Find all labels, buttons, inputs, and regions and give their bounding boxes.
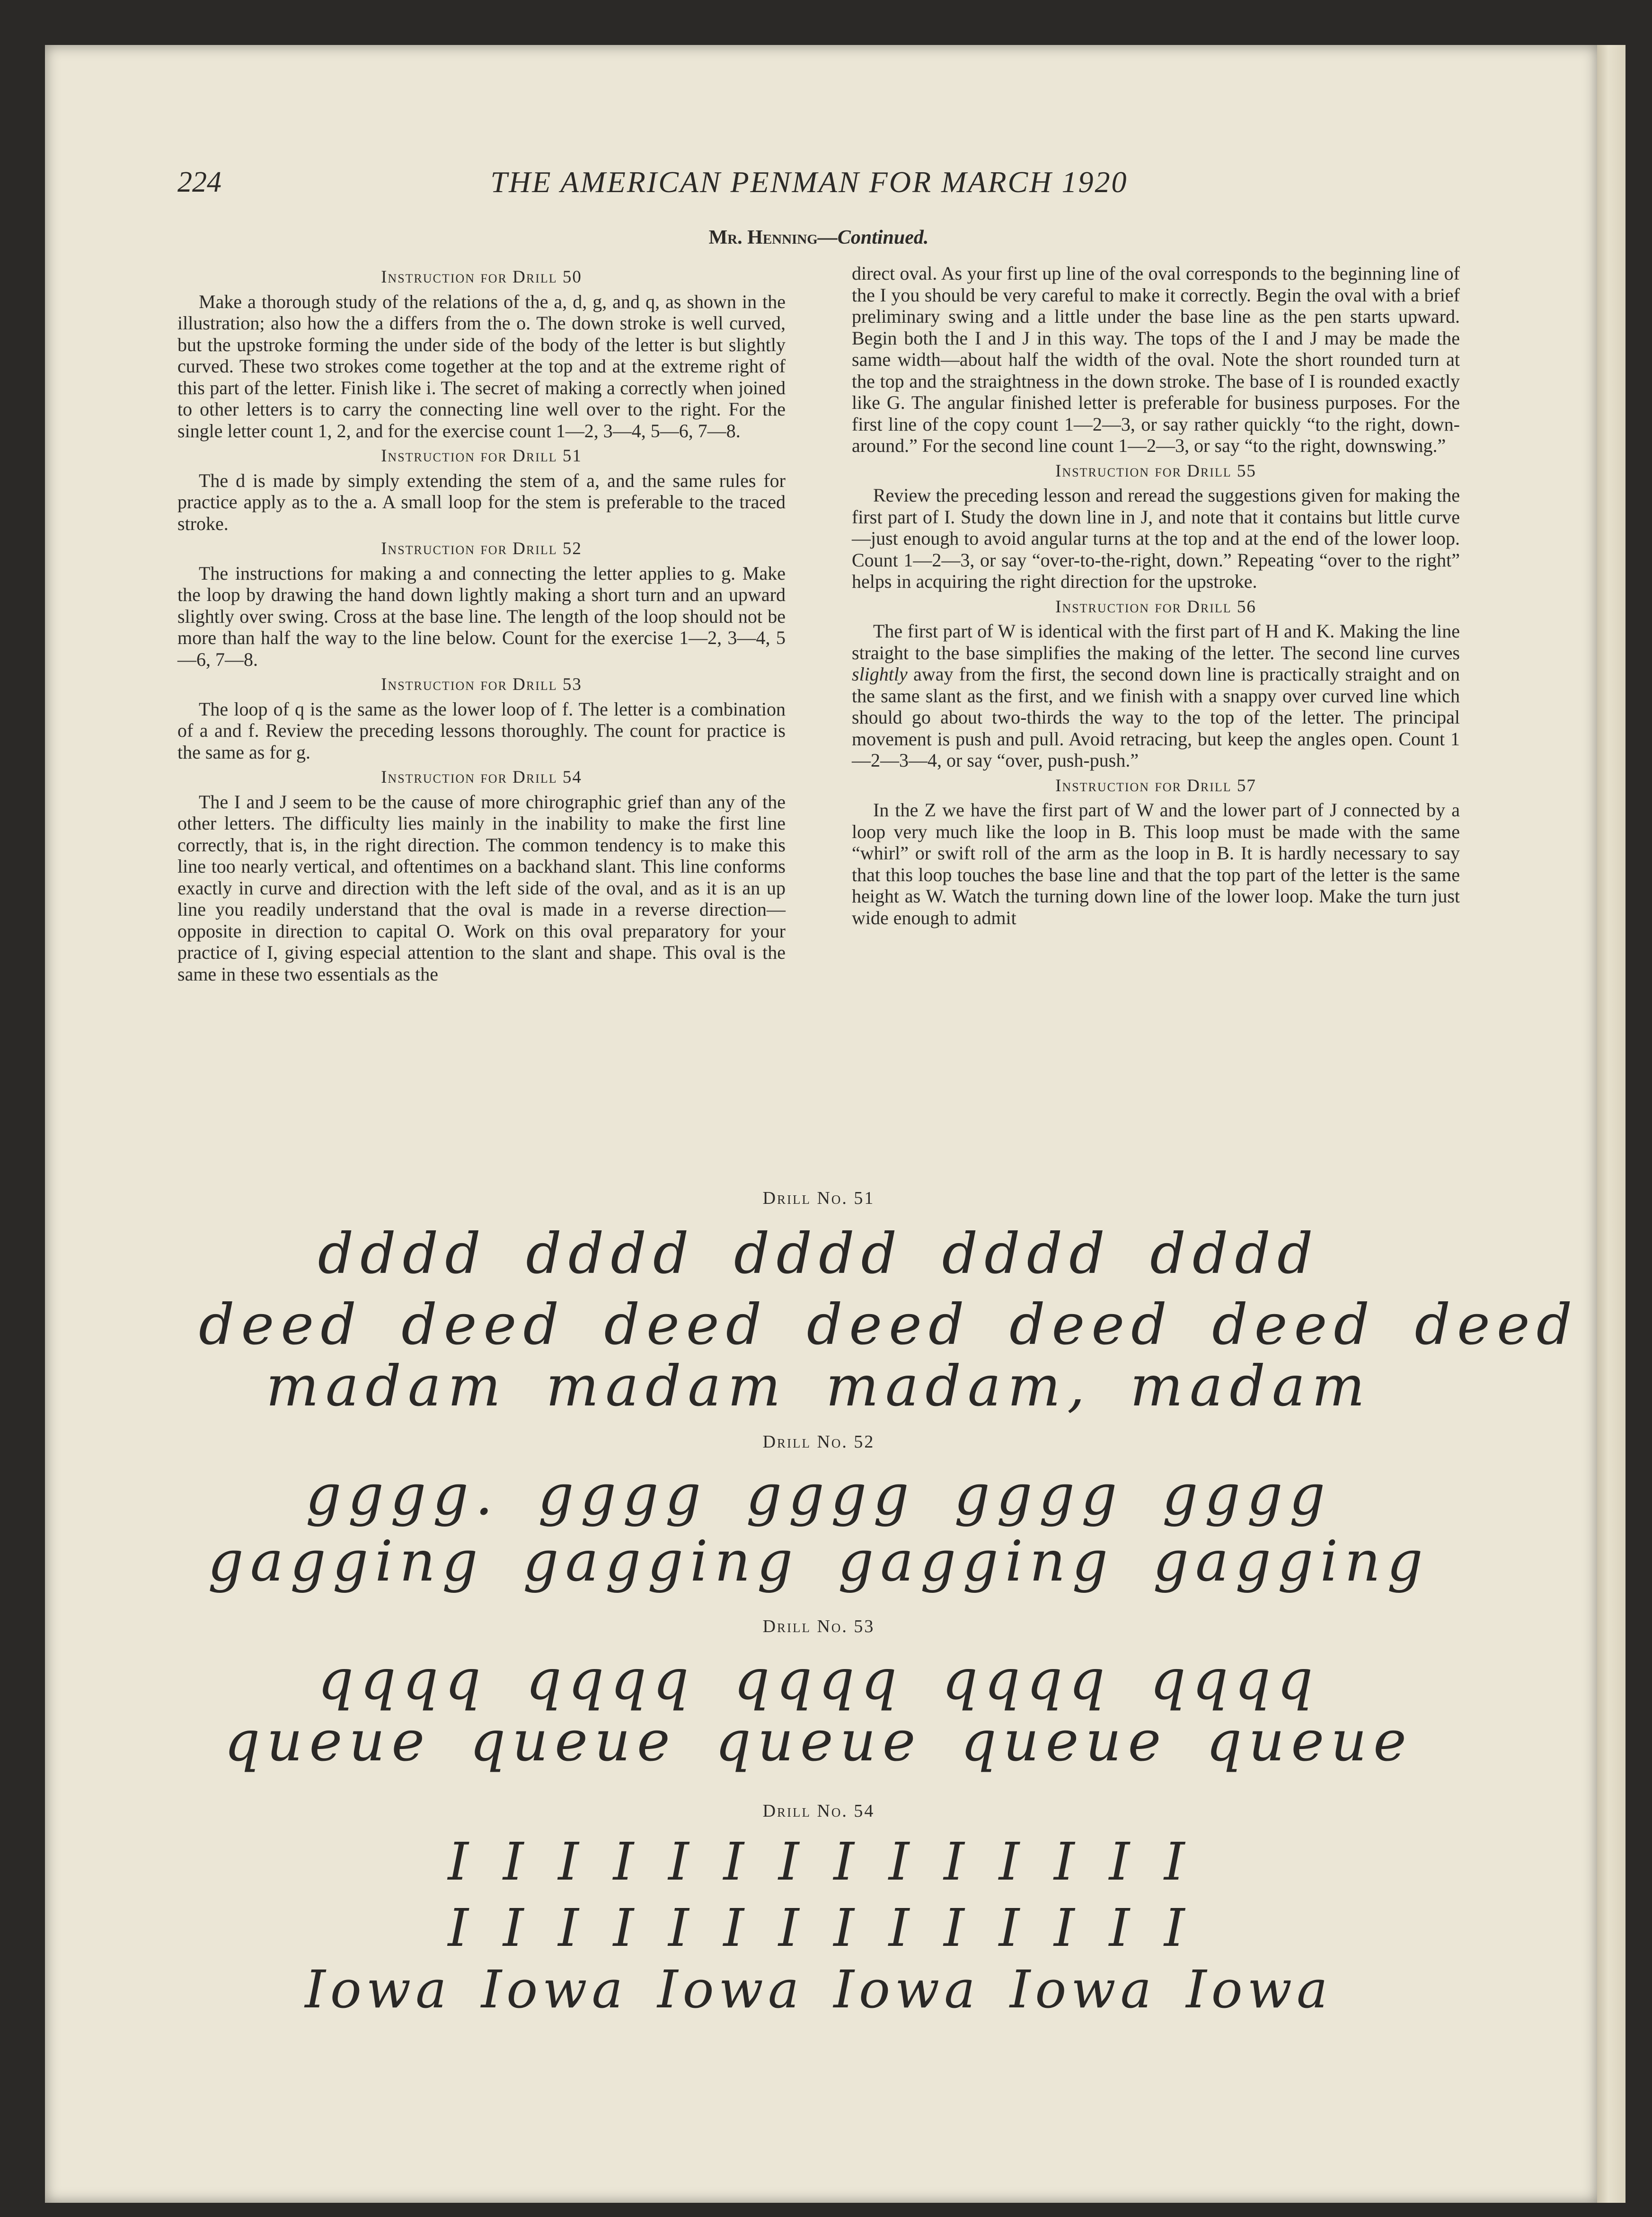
paragraph-drill-52: The instructions for making a and connecting the letter applies to g. Make the loop by drawing the hand down lightly making a short turn and an upward slightly over swing. Cross at the base line. The length of the loop should not be more than half the way to the line below. Count for the exercise 1—2, 3—4, 5—6, 7—8. xyxy=(177,562,786,670)
drill-51-line-3: madam madam madam, madam xyxy=(265,1353,1372,1419)
paragraph-drill-50: Make a thorough study of the relations of the a, d, g, and q, as shown in the illustration; also how the a differs from the o. The down stroke is well curved, but the upstroke forming the under side of the body of the letter is but slightly curved. These two strokes come together at the top and at the extreme right of this part of the letter. Finish like i. The secret of making a correctly when joined to other letters is to carry the connecting line well over to the right. For the single letter count 1, 2, and for the exercise count 1—2, 3—4, 5—6, 7—8. xyxy=(177,291,786,442)
heading-drill-53: Instruction for Drill 53 xyxy=(381,675,582,694)
page-number: 224 xyxy=(177,166,221,198)
emphasis-slightly: slightly xyxy=(852,663,908,685)
running-title: THE AMERICAN PENMAN FOR MARCH 1920 xyxy=(490,165,1128,199)
drill-53-line-1: qqqq qqqq qqqq qqqq qqqq xyxy=(318,1647,1320,1712)
drill-52-line-1: gggg. gggg gggg gggg gggg xyxy=(305,1462,1332,1528)
drill-52-line-2: gagging gagging gagging gagging xyxy=(208,1528,1430,1594)
drill-54-line-1: I I I I I I I I I I I I I I xyxy=(448,1831,1190,1892)
drill-54-line-2: I I I I I I I I I I I I I I xyxy=(448,1898,1190,1958)
heading-drill-57: Instruction for Drill 57 xyxy=(1055,776,1256,795)
heading-drill-56: Instruction for Drill 56 xyxy=(1055,597,1256,617)
heading-drill-51: Instruction for Drill 51 xyxy=(381,446,582,466)
paragraph-drill-56-end: away from the first, the second down line is practically straight and on the same slant as the first, and we finish with a snappy over curved line which should go about two-thirds the way to the top of the letter. The principal movement is push and pull. Avoid retracing, but keep the angles open. Count 1—2—3—4, or say “over, push-push.” xyxy=(852,663,1460,771)
heading-drill-54: Instruction for Drill 54 xyxy=(381,768,582,787)
heading-drill-55: Instruction for Drill 55 xyxy=(1055,461,1256,481)
section-name: Mr. Henning xyxy=(708,227,818,248)
drill-53-label: Drill No. 53 xyxy=(762,1616,875,1636)
drill-51-line-1: dddd dddd dddd dddd dddd xyxy=(318,1221,1320,1286)
heading-drill-50: Instruction for Drill 50 xyxy=(381,267,582,287)
paragraph-drill-53: The loop of q is the same as the lower loop of f. The letter is a combination of a and f. Review the preceding lessons thoroughly. The count for practice is the same as for g. xyxy=(177,698,786,763)
drill-53-line-2: queue queue queue queue queue xyxy=(224,1708,1413,1774)
section-suffix: —Continued. xyxy=(817,227,929,248)
paragraph-drill-51: The d is made by simply extending the stem of a, and the same rules for practice apply as to the a. A small loop for the stem is preferable to the traced stroke. xyxy=(177,469,786,534)
drill-52-label: Drill No. 52 xyxy=(762,1432,875,1452)
paragraph-drill-55: Review the preceding lesson and reread the suggestions given for making the first part of I. Study the down line in J, and note that it contains but little curve—just enough to avoid angular turns at the top and at the end of the lower loop. Count 1—2—3, or say “over-to-the-right, down.” Repeating “over to the right” helps in acquiring the right direction for the upstroke. xyxy=(852,485,1460,592)
drill-54-label: Drill No. 54 xyxy=(762,1801,875,1821)
paragraph-drill-56-start: The first part of W is identical with the first part of H and K. Making the line straight to the base simplifies the making of the letter. The second line curves xyxy=(852,620,1460,663)
drill-51-label: Drill No. 51 xyxy=(762,1188,875,1208)
heading-drill-52: Instruction for Drill 52 xyxy=(381,539,582,558)
drill-51-line-2: deed deed deed deed deed deed deed xyxy=(199,1292,1579,1357)
drill-54-line-3: Iowa Iowa Iowa Iowa Iowa Iowa xyxy=(305,1959,1333,2020)
paragraph-drill-54: The I and J seem to be the cause of more chirographic grief than any of the other letters. The difficulty lies mainly in the inability to make the first line correctly, that is, in the right direction. The common tendency is to make this line too nearly vertical, and oftentimes on a backhand slant. This line conforms exactly in curve and direction with the left side of the oval, and as it is an up line you readily understand that the oval is made in a reverse direction—opposite in direction to capital O. Work on this oval preparatory for your practice of I, giving especial attention to the slant and shape. This oval is the same in these two essentials as the xyxy=(177,791,786,985)
paragraph-drill-57: In the Z we have the first part of W and the lower part of J connected by a loop very much like the loop in B. This loop must be made with the same “whirl” or swift roll of the arm as the loop in B. It is hardly necessary to say that this loop touches the base line and that the top part of the letter is the same height as W. Watch the turning down line of the lower loop. Make the turn just wide enough to admit xyxy=(852,799,1460,928)
paragraph-continuation: direct oval. As your first up line of the oval corresponds to the beginning line of the I you should be very careful to make it correctly. Begin the oval with a brief preliminary swing and a little under the base line as the pen starts upward. Begin both the I and J in this way. The tops of the I and J may be made the same width—about half the width of the oval. Note the short rounded turn at the top and the straightness in the down stroke. The base of I is rounded exactly like G. The angular finished letter is preferable for business purposes. For the first line of the copy count 1—2—3, or say rather quickly “to the right, down-around.” For the second line count 1—2—3, or say “to the right, downswing.” xyxy=(852,263,1460,456)
